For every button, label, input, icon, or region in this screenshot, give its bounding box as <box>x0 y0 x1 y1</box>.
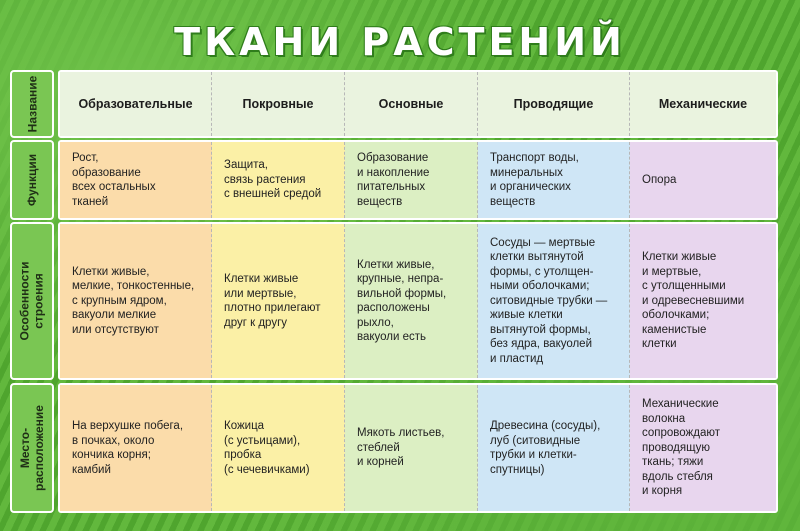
row-label-name-text: Название <box>25 75 39 133</box>
table-cell: Защита, связь растения с внешней средой <box>212 142 345 218</box>
table-cell: Сосуды — мертвые клетки вытянутой формы, с утолщен- ными оболочками; ситовидные трубки — живые клетки вытянутой формы, без ядра, вакуолей и пластид <box>478 224 630 378</box>
table-cell: Опора <box>630 142 776 218</box>
table-cell: Кожица (с устьицами), пробка (с чечевичками) <box>212 385 345 511</box>
row-label-functions-text: Функции <box>25 153 39 207</box>
table-cell: Транспорт воды, минеральных и органических веществ <box>478 142 630 218</box>
table-cell: Мякоть листьев, стеблей и корней <box>345 385 478 511</box>
column-header-integumentary: Покровные <box>212 72 345 136</box>
column-header-conductive: Проводящие <box>478 72 630 136</box>
column-header-mechanical: Механические <box>630 72 776 136</box>
table-cell: На верхушке побега, в почках, около кончика корня; камбий <box>60 385 212 511</box>
table-cell: Древесина (сосуды), луб (ситовидные трубки и клетки- спутницы) <box>478 385 630 511</box>
header-row <box>58 70 778 138</box>
table-cell: Клетки живые или мертвые, плотно прилегают друг к другу <box>212 224 345 378</box>
row-label-structure-text: Особенности строения <box>18 261 46 341</box>
column-header-ground: Основные <box>345 72 478 136</box>
table-cell: Клетки живые, мелкие, тонкостенные, с крупным ядром, вакуоли мелкие или отсутствуют <box>60 224 212 378</box>
column-header-educational: Образовательные <box>60 72 212 136</box>
row-label-name <box>10 70 54 138</box>
row-label-functions <box>10 140 54 220</box>
row-label-location <box>10 383 54 513</box>
location-row <box>58 383 778 513</box>
table-cell: Клетки живые и мертвые, с утолщенными и одревесневшими оболочками; каменистые клетки <box>630 224 776 378</box>
table-cell: Механические волокна сопровождают проводящую ткань; тяжи вдоль стебля и корня <box>630 385 776 511</box>
table-cell: Клетки живые, крупные, непра- вильной формы, расположены рыхло, вакуоли есть <box>345 224 478 378</box>
row-label-structure <box>10 222 54 380</box>
table-cell: Рост, образование всех остальных тканей <box>60 142 212 218</box>
structure-row <box>58 222 778 380</box>
row-label-location-text: Место- расположение <box>18 405 47 491</box>
table-cell: Образование и накопление питательных веществ <box>345 142 478 218</box>
page-title: ТКАНИ РАСТЕНИЙ <box>174 20 626 64</box>
functions-row <box>58 140 778 220</box>
